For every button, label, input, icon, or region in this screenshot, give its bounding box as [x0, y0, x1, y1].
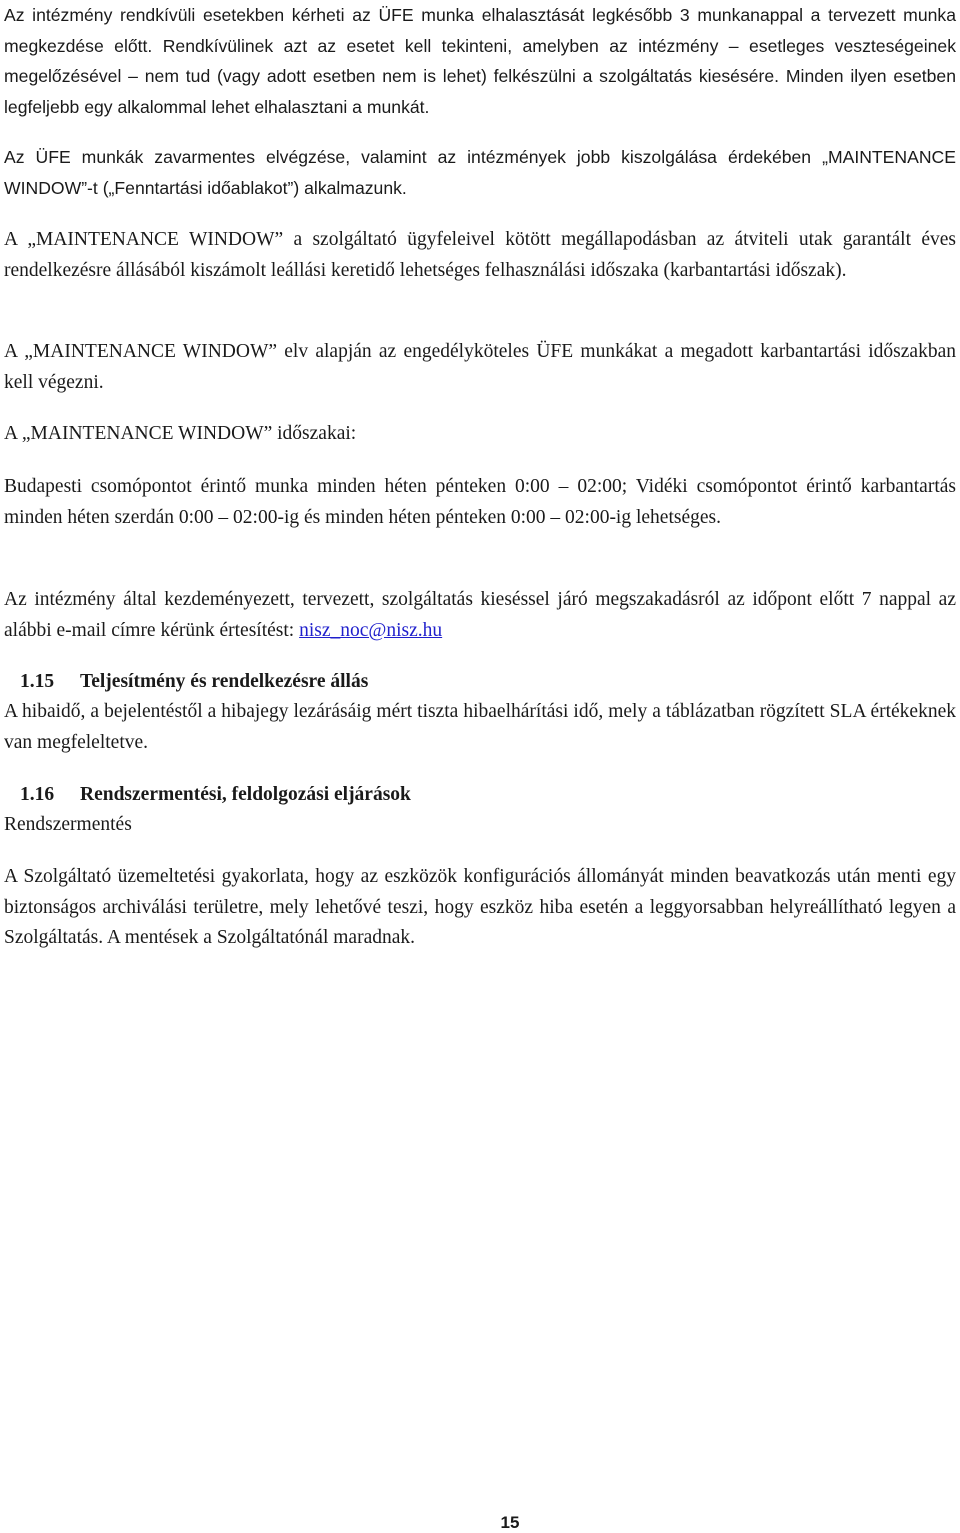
page-number: 15 [500, 1513, 520, 1532]
paragraph-system-backup-label: Rendszermentés [4, 814, 132, 835]
section-heading-1-16 [20, 780, 411, 811]
paragraph-maintenance-window-principle: A „MAINTENANCE WINDOW” elv alapján az engedélyköteles ÜFE munkákat a megadott karbantartási időszakban kell végezni. [4, 341, 956, 393]
notification-text: Az intézmény által kezdeményezett, tervezett, szolgáltatás kieséssel járó megszakadásról az időpont előtt 7 nappal az alábbi e-mail címre kérünk értesítést: [4, 589, 956, 641]
section-heading-1-15 [20, 667, 368, 698]
paragraph-maintenance-window-definition: A „MAINTENANCE WINDOW” a szolgáltató ügyfeleivel kötött megállapodásban az átviteli utak garantált éves rendelkezésre állásából kiszámolt leállási keretidő lehetséges felhasználási időszaka (karbantartási időszak). [4, 229, 956, 281]
paragraph-fault-time: A hibaidő, a bejelentéstől a hibajegy lezárásáig mért tiszta hibaelhárítási idő, mely a táblázatban rögzített SLA értékeknek van megfeleltetve. [4, 701, 956, 753]
email-link[interactable]: nisz_noc@nisz.hu [299, 619, 443, 641]
paragraph-notification [4, 585, 956, 646]
paragraph-maintenance-window-periods-label: A „MAINTENANCE WINDOW” időszakai: [4, 423, 357, 444]
paragraph-system-backup: A Szolgáltató üzemeltetési gyakorlata, hogy az eszközök konfigurációs állományát minden beavatkozás után menti egy biztonságos archiválási területre, mely lehetővé teszi, hogy eszköz hiba esetén a leggyorsabban helyreállítható legyen a Szolgáltatás. A mentések a Szolgáltatónál maradnak. [4, 866, 956, 948]
paragraph-maintenance-window-intro: Az ÜFE munkák zavarmentes elvégzése, valamint az intézmények jobb kiszolgálása érdekében „MAINTENANCE WINDOW”-t („Fenntartási időablakot”) alkalmazunk. [4, 147, 956, 198]
paragraph-maintenance-window-schedule: Budapesti csomópontot érintő munka minden héten pénteken 0:00 – 02:00; Vidéki csomópontot érintő karbantartás minden héten szerdán 0:00 – 02:00-ig és minden héten pénteken 0:00 – 02:00-ig lehetséges. [4, 476, 956, 528]
paragraph-postponement: Az intézmény rendkívüli esetekben kérheti az ÜFE munka elhalasztását legkésőbb 3 munkanappal a tervezett munka megkezdése előtt. Rendkívülinek azt az esetet kell tekinteni, amelyben az intézmény – esetleges veszteségeinek megelőzésével – nem tud (vagy adott esetben nem is lehet) felkészülni a szolgáltatás kiesésére. Minden ilyen esetben legfeljebb egy alkalommal lehet elhalasztani a munkát. [4, 5, 956, 117]
section-number: 1.15 [20, 671, 55, 692]
section-title: Rendszermentési, feldolgozási eljárások [80, 784, 411, 805]
section-title: Teljesítmény és rendelkezésre állás [80, 671, 369, 692]
section-number: 1.16 [20, 784, 55, 805]
